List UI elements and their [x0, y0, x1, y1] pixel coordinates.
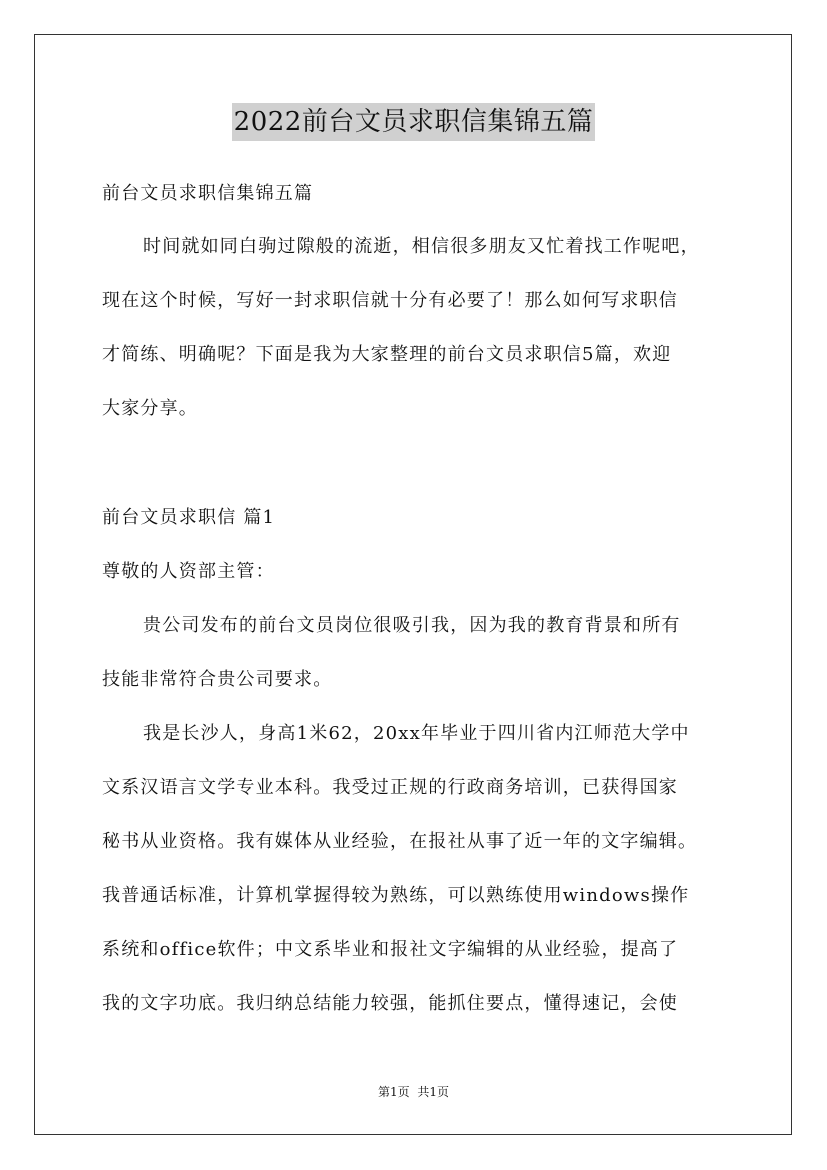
document-title-wrapper [0, 103, 827, 141]
para2-line-5: 系统和office软件；中文系毕业和报社文字编辑的从业经验，提高了 [102, 939, 679, 960]
intro-line-4: 大家分享。 [102, 398, 198, 419]
page-number: 第1页 [377, 1085, 410, 1099]
para2-line-6: 我的文字功底。我归纳总结能力较强，能抓住要点，懂得速记，会使 [102, 993, 678, 1014]
para1-line-2: 技能非常符合贵公司要求。 [102, 669, 333, 690]
para1-line-1: 贵公司发布的前台文员岗位很吸引我，因为我的教育背景和所有 [143, 615, 681, 636]
intro-line-2: 现在这个时候，写好一封求职信就十分有必要了！那么如何写求职信 [102, 290, 678, 311]
document-title: 2022前台文员求职信集锦五篇 [232, 103, 596, 141]
page-footer [0, 1084, 827, 1100]
intro-line-3: 才简练、明确呢？下面是我为大家整理的前台文员求职信5篇，欢迎 [102, 344, 672, 365]
document-subtitle: 前台文员求职信集锦五篇 [102, 183, 314, 204]
page-total: 共1页 [417, 1085, 450, 1099]
para2-line-4: 我普通话标准，计算机掌握得较为熟练，可以熟练使用windows操作 [102, 885, 690, 906]
para2-line-3: 秘书从业资格。我有媒体从业经验，在报社从事了近一年的文字编辑。 [102, 831, 698, 852]
intro-line-1: 时间就如同白驹过隙般的流逝，相信很多朋友又忙着找工作呢吧， [143, 236, 700, 257]
para2-line-2: 文系汉语言文学专业本科。我受过正规的行政商务培训，已获得国家 [102, 777, 678, 798]
salutation: 尊敬的人资部主管： [102, 561, 275, 582]
para2-line-1: 我是长沙人，身高1米62，20xx年毕业于四川省内江师范大学中 [143, 723, 690, 744]
section-heading: 前台文员求职信 篇1 [102, 507, 276, 528]
